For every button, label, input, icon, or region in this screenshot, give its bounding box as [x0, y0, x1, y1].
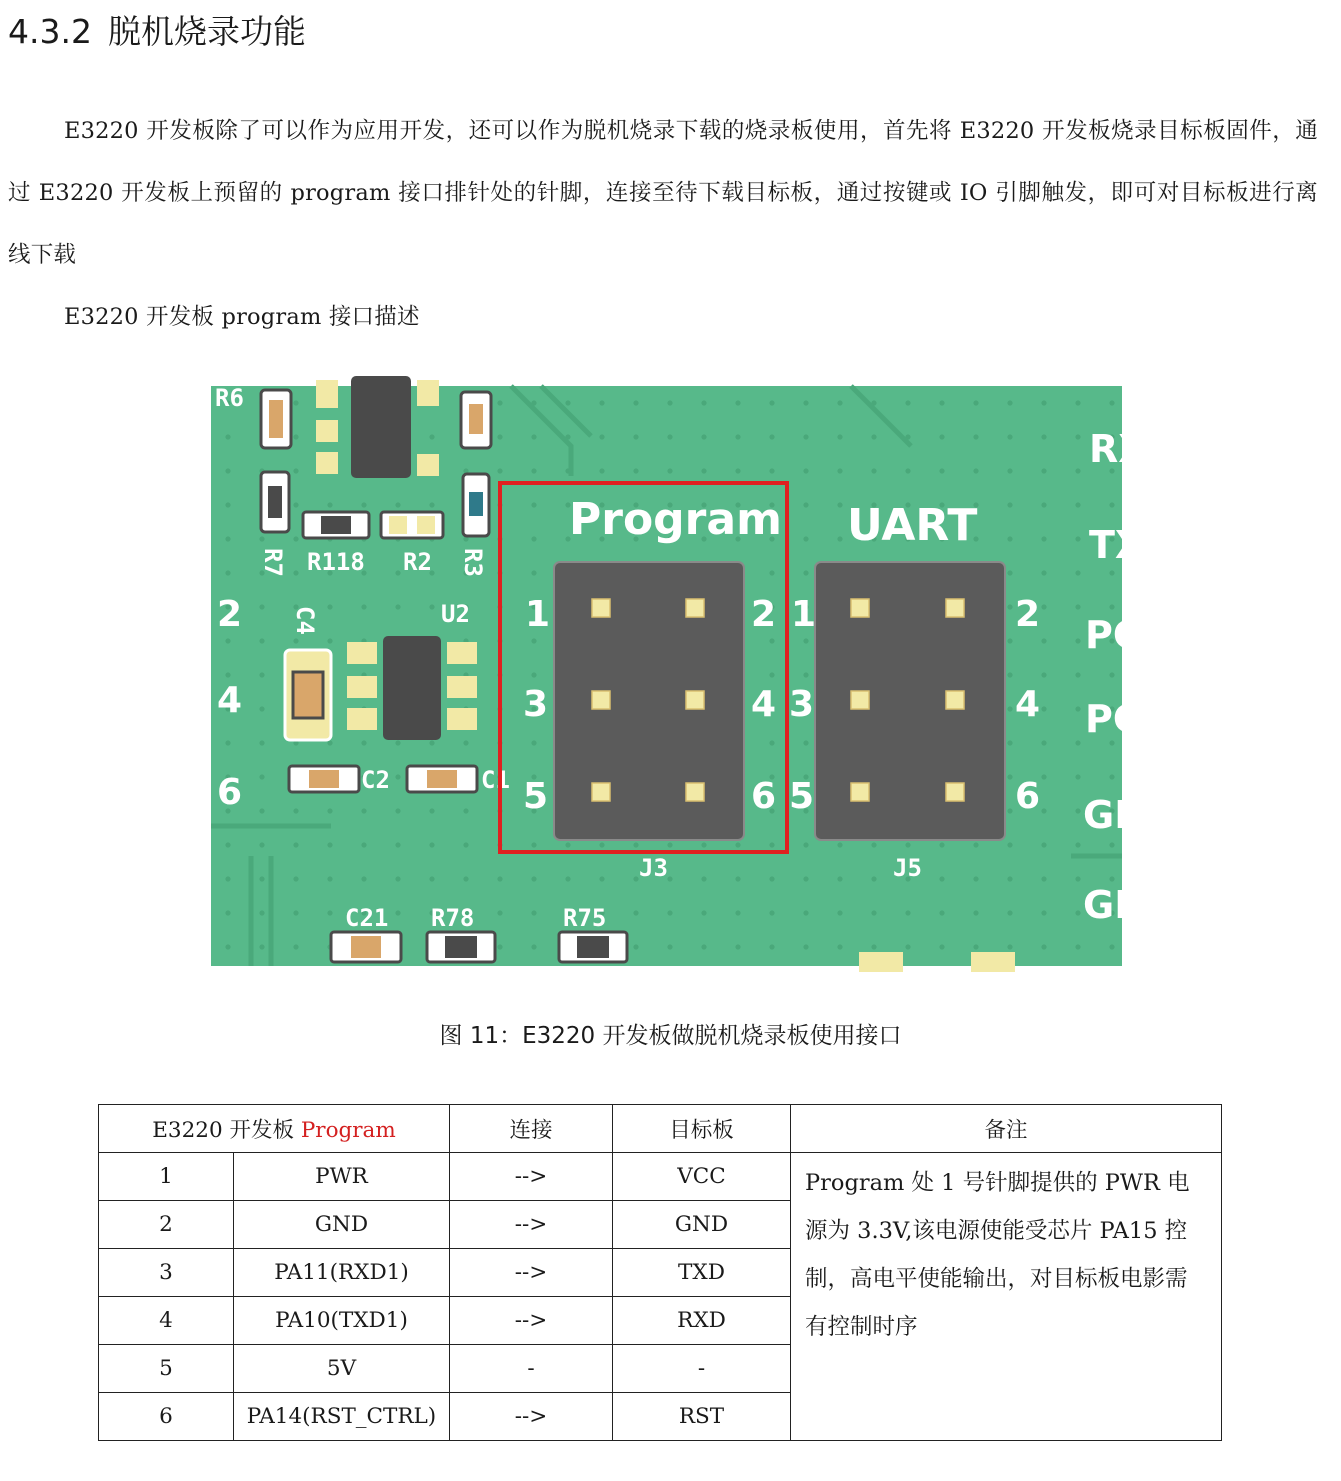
label-r2: R2 [403, 548, 432, 576]
label-c4: C4 [291, 606, 319, 635]
pin-signal: PA11(RXD1) [234, 1249, 450, 1297]
pin-target: - [613, 1345, 791, 1393]
j5-pin-1: 1 [791, 594, 817, 635]
pcb-image [211, 384, 1148, 966]
figure-caption: 图 11：E3220 开发板做脱机烧录板使用接口 [439, 1023, 902, 1049]
label-u2: U2 [441, 600, 470, 628]
pin-target: RST [613, 1393, 791, 1441]
intro-paragraph: E3220 开发板除了可以作为应用开发，还可以作为脱机烧录下载的烧录板使用，首先将 E3220 开发板烧录目标板固件，通过 E3220 开发板上预留的 program 接口排针处的针脚，连接至待下载目标板，通过按键或 IO 引脚触发，即可对目标板进行离线下载 [8, 118, 1318, 268]
pin-connection: --> [450, 1297, 613, 1345]
pin-signal: 5V [234, 1345, 450, 1393]
pin-target: RXD [613, 1297, 791, 1345]
label-r78: R78 [431, 904, 475, 932]
j5-pin-4: 4 [1015, 684, 1041, 725]
note-cell: Program 处 1 号针脚提供的 PWR 电源为 3.3V,该电源使能受芯片 PA15 控制，高电平使能输出，对目标板电影需有控制时序 [791, 1153, 1222, 1441]
pin-signal: PA14(RST_CTRL) [234, 1393, 450, 1441]
label-left-6: 6 [217, 772, 243, 813]
pin-signal: GND [234, 1201, 450, 1249]
label-program: Program [569, 494, 782, 545]
label-r6: R6 [215, 384, 244, 412]
pin-signal: PA10(TXD1) [234, 1297, 450, 1345]
table-row [99, 1153, 1222, 1201]
pin-target: VCC [613, 1153, 791, 1201]
label-left-2: 2 [217, 594, 243, 635]
j5-pin-6: 6 [1015, 776, 1041, 817]
label-gn2: GN [1083, 883, 1146, 927]
j3-header [554, 562, 744, 840]
j3-pin-1: 1 [525, 594, 551, 635]
header-target-board: 目标板 [613, 1105, 791, 1153]
pin-number: 3 [99, 1249, 234, 1297]
label-gn1: GN [1083, 793, 1146, 837]
interface-description: E3220 开发板 program 接口描述 [64, 304, 420, 330]
label-uart: UART [847, 500, 978, 551]
pin-number: 2 [99, 1201, 234, 1249]
pin-connection: --> [450, 1201, 613, 1249]
label-r75: R75 [563, 904, 607, 932]
section-heading [8, 8, 306, 56]
label-r7: R7 [259, 548, 287, 577]
j3-pin-4: 4 [751, 684, 777, 725]
header-connection: 连接 [450, 1105, 613, 1153]
j5-pin-3: 3 [789, 684, 815, 725]
pin-connection: --> [450, 1249, 613, 1297]
pcb-figure [211, 384, 1148, 966]
j3-pin-3: 3 [523, 684, 549, 725]
label-j5: J5 [893, 854, 922, 882]
pin-target: GND [613, 1201, 791, 1249]
label-rx: RX [1089, 427, 1148, 471]
j3-pin-6: 6 [751, 776, 777, 817]
pin-number: 1 [99, 1153, 234, 1201]
j5-pin-2: 2 [1015, 594, 1041, 635]
label-r118: R118 [307, 548, 365, 576]
pin-connection: --> [450, 1393, 613, 1441]
j3-pin-5: 5 [523, 776, 549, 817]
label-c2: C2 [361, 766, 390, 794]
table-header-row [99, 1105, 1222, 1153]
header-program-highlight: Program [300, 1118, 396, 1143]
pin-connection: --> [450, 1153, 613, 1201]
section-number: 4.3.2 [8, 12, 92, 51]
label-pc1: PC [1085, 613, 1141, 657]
program-pin-table [98, 1104, 1222, 1441]
pin-target: TXD [613, 1249, 791, 1297]
j5-pin-5: 5 [789, 776, 815, 817]
header-notes: 备注 [791, 1105, 1222, 1153]
j3-pin-2: 2 [751, 594, 777, 635]
label-left-4: 4 [217, 680, 243, 721]
label-j3: J3 [639, 854, 668, 882]
section-title: 脱机烧录功能 [107, 12, 306, 51]
pin-connection: - [450, 1345, 613, 1393]
pin-number: 6 [99, 1393, 234, 1441]
label-pc2: PC [1085, 697, 1141, 741]
header-board-program: E3220 开发板 Program [99, 1105, 450, 1153]
j5-header [815, 562, 1005, 840]
pin-number: 4 [99, 1297, 234, 1345]
pin-signal: PWR [234, 1153, 450, 1201]
label-c21: C21 [345, 904, 389, 932]
pin-number: 5 [99, 1345, 234, 1393]
label-tx: TX [1089, 523, 1145, 567]
label-c1: C1 [481, 766, 510, 794]
label-r3: R3 [459, 548, 487, 577]
